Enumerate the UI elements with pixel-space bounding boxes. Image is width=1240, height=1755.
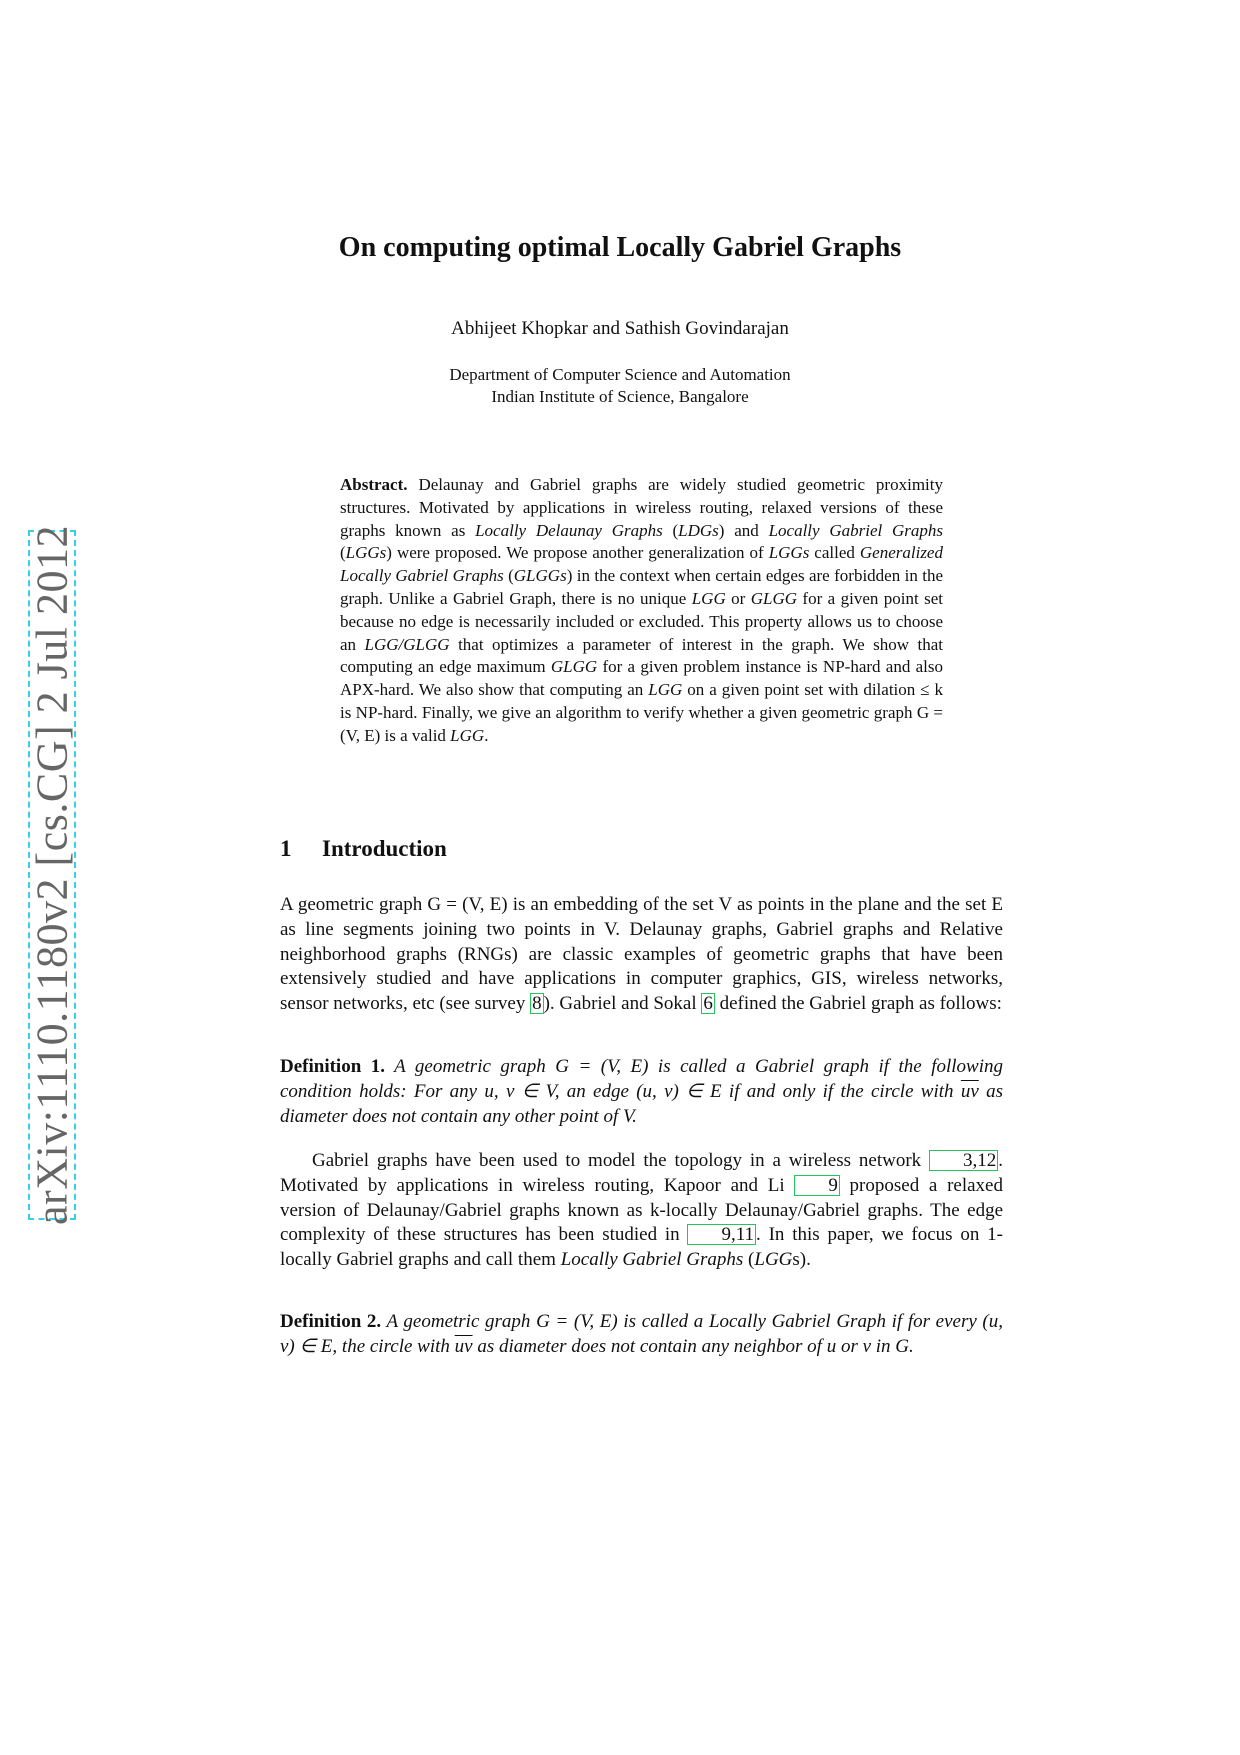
abstract-text: Delaunay and Gabriel graphs are widely studied geometric proximity structures. Motivated by applications in wireless routing, relaxed versions of these graphs known as — [340, 475, 943, 540]
abstract-text: or — [725, 588, 751, 608]
abstract-term: Locally Delaunay Graphs — [475, 520, 663, 540]
definition-label: Definition 1. — [280, 1056, 386, 1077]
paragraph-text: s). — [792, 1249, 811, 1271]
section-heading — [280, 836, 447, 862]
abstract-text: for a given problem instance is NP-hard and also APX-hard. We also show that computing an — [340, 657, 943, 700]
abstract-text: called — [809, 543, 860, 563]
abstract-text: ) and — [718, 520, 769, 540]
intro-paragraph-1 — [280, 893, 1003, 1017]
abstract-term: LGG/GLGG — [364, 634, 450, 654]
arxiv-stamp[interactable]: arXiv:1110.1180v2 [cs.CG] 2 Jul 2012 — [27, 525, 77, 1225]
abstract-text: . — [484, 725, 489, 745]
abstract-text: ( — [662, 520, 679, 540]
paragraph-term: Locally Gabriel Graphs — [560, 1249, 744, 1271]
abstract-term: LGG — [691, 588, 726, 608]
abstract-text: on a given point set with dilation ≤ k is NP-hard. Finally, we give an algorithm to verify whether a given geometric graph G = (V, E) is a valid — [340, 680, 944, 745]
definition-label: Definition 2. — [280, 1311, 382, 1332]
citation-link[interactable]: 3,12 — [929, 1150, 998, 1171]
paragraph-text: Gabriel graphs have been used to model the topology in a wireless network — [312, 1150, 929, 1171]
abstract-text: ) in the context when certain edges are forbidden in the graph. Unlike a Gabriel Graph, there is no unique — [340, 566, 944, 608]
affiliation — [0, 364, 1240, 408]
affiliation-line-1: Department of Computer Science and Automation — [449, 365, 791, 384]
abstract-text: ) were proposed. We propose another generalization of — [386, 543, 769, 563]
definition-text: A geometric graph G = (V, E) is called a Gabriel graph if the following condition holds: For any u, v ∈ V, an edge (u, v) ∈ E if and only if the circle with — [280, 1056, 1004, 1102]
abstract — [340, 474, 943, 748]
paragraph-text: . Motivated by applications in wireless routing, Kapoor and Li — [280, 1150, 1003, 1196]
abstract-term: LGG — [450, 725, 485, 745]
definition-2 — [280, 1310, 1003, 1360]
abstract-term: LGGs — [345, 543, 387, 563]
citation-link[interactable]: 9,11 — [687, 1224, 756, 1245]
definition-text: as diameter does not contain any other point of V. — [280, 1080, 1003, 1127]
citation-link[interactable]: 8 — [532, 993, 542, 1015]
citation-link[interactable]: 6 — [703, 993, 713, 1015]
abstract-term: Locally Gabriel Graphs — [768, 520, 943, 540]
abstract-term: GLGGs — [513, 566, 567, 586]
segment-uv: $\overline{uv}$ — [960, 1080, 979, 1102]
abstract-term: Generalized Locally Gabriel Graphs — [340, 543, 943, 586]
abstract-text: ( — [503, 566, 514, 586]
paragraph-text: . In this paper, we focus on 1-locally Gabriel graphs and call them — [280, 1224, 1003, 1271]
authors: Abhijeet Khopkar and Sathish Govindarajan — [451, 318, 789, 339]
paragraph-text: proposed a relaxed version of Delaunay/Gabriel graphs known as k-locally Delaunay/Gabriel graphs. The edge complexity of these structures has been studied in — [280, 1174, 1003, 1246]
abstract-label: Abstract. — [340, 475, 408, 494]
affiliation-line-2: Indian Institute of Science, Bangalore — [491, 387, 749, 406]
citation-link[interactable]: 9 — [794, 1175, 840, 1196]
abstract-term: GLGG — [550, 657, 598, 677]
definition-1 — [280, 1055, 1003, 1129]
paragraph-term: LGG — [754, 1249, 793, 1271]
paragraph-text: A geometric graph G = (V, E) is an embedding of the set V as points in the plane and the set E as line segments joining two points in V. Delaunay graphs, Gabriel graphs and Relative neighborhood graphs (RNGs) are classic examples of geometric graphs that have been extensively studied and have applications in computer graphics, GIS, wireless networks, sensor networks, etc (see survey — [280, 894, 1003, 1015]
intro-paragraph-2 — [280, 1149, 1003, 1273]
abstract-text: ( — [340, 543, 346, 563]
section-title: Introduction — [322, 836, 447, 861]
paper-title: On computing optimal Locally Gabriel Graphs — [338, 232, 902, 263]
abstract-term: LDGs — [678, 520, 719, 540]
abstract-text: for a given point set because no edge is necessarily included or excluded. This property allows us to choose an — [340, 588, 944, 654]
abstract-text: that optimizes a parameter of interest in the graph. We show that computing an edge maximum — [340, 634, 944, 677]
paragraph-text: ( — [743, 1249, 755, 1271]
paragraph-text: defined the Gabriel graph as follows: — [714, 993, 1002, 1015]
section-number: 1 — [280, 836, 292, 861]
definition-text: as diameter does not contain any neighbor of u or v in G. — [472, 1335, 914, 1357]
definition-text: A geometric graph G = (V, E) is called a Locally Gabriel Graph if for every (u, v) ∈ E, the circle with — [280, 1311, 1003, 1357]
paragraph-text: ). Gabriel and Sokal — [543, 993, 702, 1015]
abstract-term: LGG — [648, 680, 683, 700]
abstract-term: GLGG — [750, 588, 798, 608]
segment-uv: $\overline{uv}$ — [454, 1335, 473, 1357]
abstract-term: LGGs — [768, 543, 810, 563]
